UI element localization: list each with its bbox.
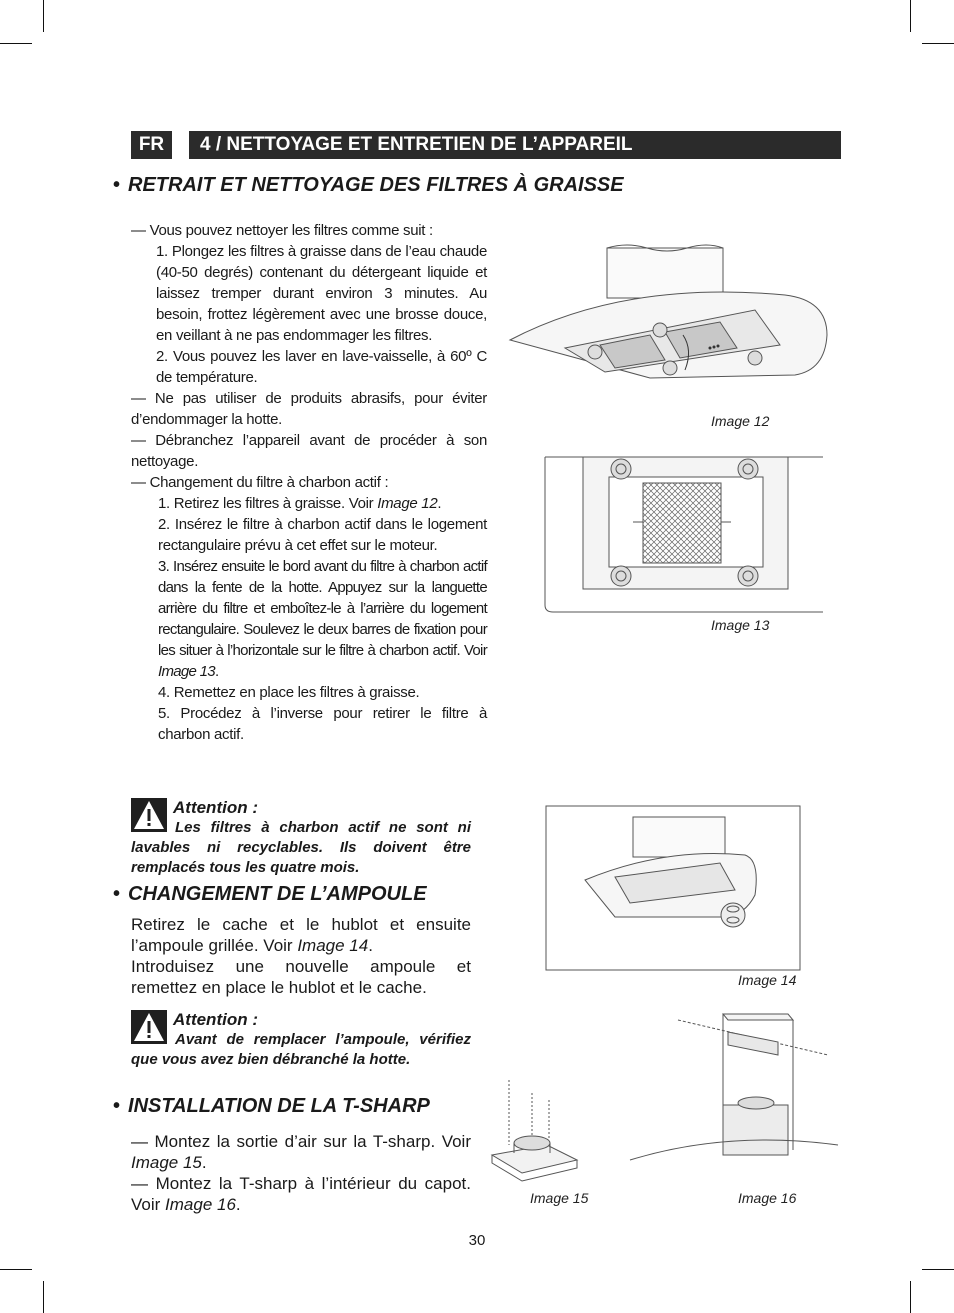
text: 1. Retirez les filtres à graisse. Voir bbox=[158, 495, 378, 512]
image-reference: Image 13 bbox=[158, 663, 215, 680]
tsharp-chimney-illustration bbox=[628, 1010, 840, 1185]
image-reference: Image 16 bbox=[165, 1195, 236, 1214]
paragraph: Introduisez une nouvelle ampoule et remettez en place le hublot et le cache. bbox=[131, 957, 471, 997]
attention-box-filters bbox=[131, 798, 471, 878]
paragraph: 5. Procédez à l’inverse pour retirer le filtre à charbon actif. bbox=[158, 705, 487, 743]
attention-title: Attention : bbox=[173, 1010, 258, 1029]
bulb-replacement-illustration bbox=[545, 805, 801, 971]
paragraph: 2. Vous pouvez les laver en lave-vaisselle, à 60º C de température. bbox=[156, 348, 487, 386]
section-heading-tsharp bbox=[113, 1095, 430, 1118]
hood-filters-illustration bbox=[505, 240, 835, 410]
caption-image-14: Image 14 bbox=[738, 972, 797, 988]
crop-mark bbox=[43, 0, 44, 32]
section-heading-text: RETRAIT ET NETTOYAGE DES FILTRES À GRAISSE bbox=[128, 174, 624, 196]
attention-title: Attention : bbox=[173, 798, 258, 817]
image-reference: Image 14 bbox=[297, 936, 369, 955]
text: — Montez la sortie d’air sur la T-sharp. Voir bbox=[131, 1132, 471, 1151]
caption-image-12: Image 12 bbox=[711, 413, 770, 429]
paragraph: — Changement du filtre à charbon actif : bbox=[131, 474, 389, 491]
text: — Montez la T-sharp à l’intérieur du capot. Voir bbox=[131, 1174, 471, 1214]
crop-mark bbox=[910, 0, 911, 32]
crop-mark bbox=[922, 1269, 954, 1270]
paragraph bbox=[131, 1131, 471, 1173]
text: Retirez le cache et le hublot et ensuite l’ampoule grillée. Voir bbox=[131, 915, 471, 955]
paragraph bbox=[131, 1173, 471, 1215]
filters-instructions bbox=[131, 220, 487, 745]
bullet: • bbox=[113, 174, 121, 196]
paragraph bbox=[131, 914, 471, 956]
caption-image-15: Image 15 bbox=[530, 1190, 589, 1206]
attention-text: Les filtres à charbon actif ne sont ni lavables ni recyclables. Ils doivent être remplacés tous les quatre mois. bbox=[131, 819, 471, 876]
paragraph: — Vous pouvez nettoyer les filtres comme suit : bbox=[131, 222, 433, 239]
caption-image-16: Image 16 bbox=[738, 1190, 797, 1206]
text: 3. Insérez ensuite le bord avant du filtre à charbon actif dans la fente de la hotte. Appuyez sur la languette arrière du filtre et emboîtez-le à l’arrière du logement rectangulaire. Soulevez le deux barres de fixation pour les situer à l’horizontale sur le filtre à charbon actif. Voir bbox=[158, 558, 487, 659]
text: . bbox=[235, 1195, 241, 1214]
bulb-instructions bbox=[131, 914, 471, 998]
warning-icon bbox=[131, 798, 167, 832]
crop-mark bbox=[0, 43, 32, 44]
caption-image-13: Image 13 bbox=[711, 617, 770, 633]
section-heading-bulb bbox=[113, 883, 427, 906]
paragraph bbox=[131, 556, 487, 682]
crop-mark bbox=[922, 43, 954, 44]
charcoal-filter-illustration bbox=[543, 455, 825, 615]
paragraph bbox=[131, 493, 487, 514]
tsharp-instructions bbox=[131, 1131, 471, 1215]
section-heading-text: CHANGEMENT DE L’AMPOULE bbox=[128, 883, 427, 905]
language-tag: FR bbox=[131, 131, 172, 159]
attention-body bbox=[131, 818, 471, 878]
text: . bbox=[437, 495, 442, 512]
crop-mark bbox=[910, 1281, 911, 1313]
crop-mark bbox=[0, 1269, 32, 1270]
paragraph: — Débranchez l’appareil avant de procéder à son nettoyage. bbox=[131, 432, 487, 470]
paragraph: 1. Plongez les filtres à graisse dans de l’eau chaude (40-50 degrés) contenant du détergeant liquide et laissez tremper durant environ 3 minutes. Au besoin, frottez légèrement avec une brosse douce, en veillant à ne pas endommager les filtres. bbox=[156, 243, 487, 344]
section-heading-text: INSTALLATION DE LA T-SHARP bbox=[128, 1095, 430, 1117]
bullet: • bbox=[113, 1095, 121, 1117]
chapter-title: 4 / NETTOYAGE ET ENTRETIEN DE L’APPAREIL bbox=[189, 131, 841, 159]
text: . bbox=[368, 936, 373, 955]
warning-icon bbox=[131, 1010, 167, 1044]
tsharp-outlet-illustration bbox=[487, 1075, 587, 1185]
paragraph: 2. Insérez le filtre à charbon actif dans le logement rectangulaire prévu à cet effet sur le moteur. bbox=[158, 516, 487, 554]
text: . bbox=[214, 663, 219, 680]
image-reference: Image 15 bbox=[131, 1153, 202, 1172]
attention-body bbox=[131, 1030, 471, 1070]
text: . bbox=[201, 1153, 207, 1172]
attention-text: Avant de remplacer l’ampoule, vérifiez que vous avez bien débranché la hotte. bbox=[131, 1031, 471, 1068]
paragraph: — Ne pas utiliser de produits abrasifs, pour éviter d’endommager la hotte. bbox=[131, 390, 487, 428]
bullet: • bbox=[113, 883, 121, 905]
image-reference: Image 12 bbox=[377, 495, 438, 512]
page-number: 30 bbox=[468, 1232, 486, 1249]
paragraph: 4. Remettez en place les filtres à graisse. bbox=[158, 684, 420, 701]
section-heading-filters bbox=[113, 174, 624, 197]
attention-box-bulb bbox=[131, 1010, 471, 1070]
crop-mark bbox=[43, 1281, 44, 1313]
